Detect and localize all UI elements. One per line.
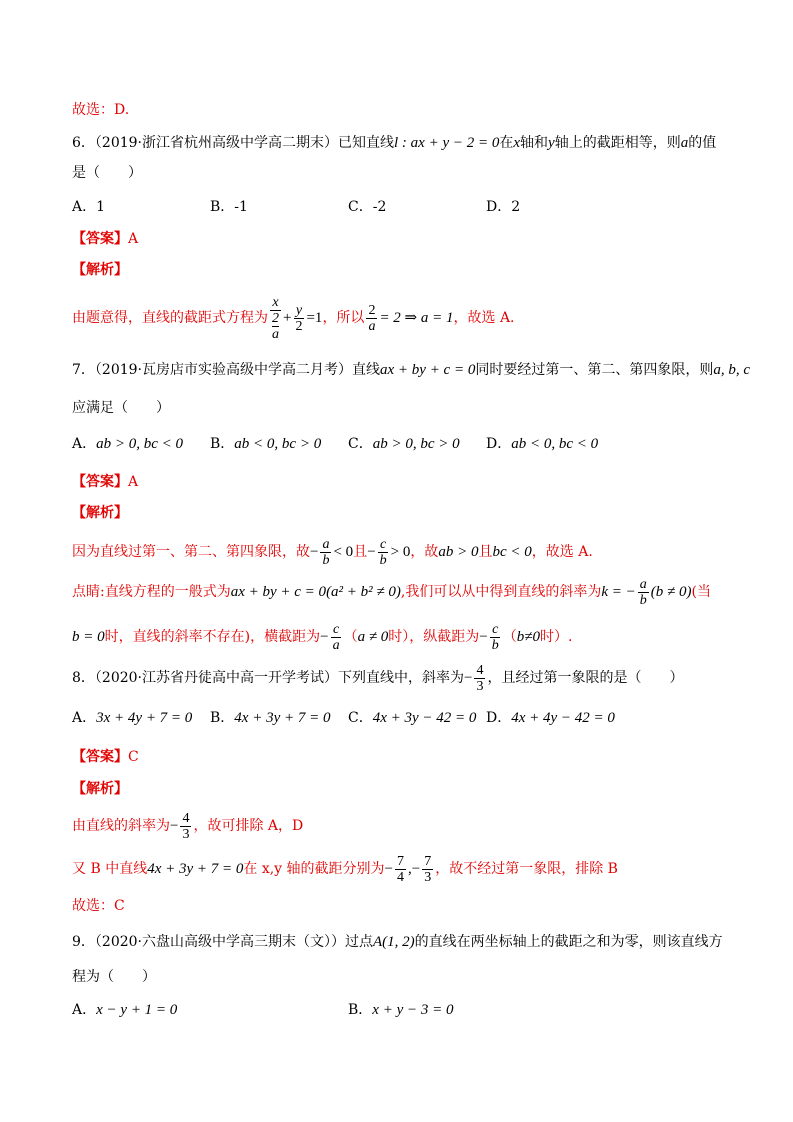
q9-stem-line2: 程为（ ） <box>72 969 156 985</box>
q6-option-b: B．-1 <box>210 199 248 215</box>
q8-fraction-7-3: $\frac{7}{3}$ <box>424 853 432 885</box>
q6-option-a: A．1 <box>72 199 106 215</box>
q8-solution-line2: 又 B 中直线 4x + 3y + 7 = 0 在 x,y 轴的截距分别为 − $\frac{7}{4}$ ,− $\frac{7}{3}$ ，故不经过第一象限，排除 B <box>72 853 618 885</box>
q7-stem-line2: 应满足（ ） <box>72 400 170 416</box>
q6-solution: 由题意得，直线的截距式方程为 x 2 a + $\frac{y}{2}$ =1 ，所以 $\frac{2}{a}$ = 2 ⇒ a = 1 ，故选 A. <box>72 294 515 342</box>
q8-option-a: A．3x + 4y + 7 = 0 <box>72 710 193 726</box>
q9-option-a: A．x − y + 1 = 0 <box>72 1002 178 1018</box>
q7-note-fraction-c-b: $\frac{c}{b}$ <box>491 621 499 653</box>
q6-fraction-2a: $\frac{2}{a}$ <box>368 302 376 334</box>
q7-note-fraction-a-b: $\frac{a}{b}$ <box>639 576 647 608</box>
q6-fraction-x: x 2 a <box>272 294 279 342</box>
q7-solution: 因为直线过第一、第二、第四象限，故 − $\frac{a}{b}$ < 0 且 − $\frac{c}{b}$ > 0 ，故 ab > 0 且 bc < 0 ，故选 A. <box>72 536 593 568</box>
q7-stem: 7．（2019·瓦房店市实验高级中学高二月考）直线ax + by + c = 0同时要经过第一、第二、第四象限，则a, b, c <box>72 362 751 378</box>
q9-stem: 9．（2020·六盘山高级中学高三期末（文））过点A(1, 2)的直线在两坐标轴上的截距之和为零，则该直线方 <box>72 934 723 950</box>
q6-option-c: C．-2 <box>348 199 387 215</box>
q6-fraction-y: $\frac{y}{2}$ <box>295 302 303 334</box>
q7-note-line2: b = 0 时，直线的斜率不存在)，横截距为 − $\frac{c}{a}$ （ a ≠ 0 时），纵截距为 − $\frac{c}{b}$ （ b≠0 时）. <box>72 621 573 653</box>
q8-option-d: D．4x + 4y − 42 = 0 <box>486 710 615 726</box>
q6-answer: 【答案】A <box>72 231 139 247</box>
q7-fraction-c-b: $\frac{c}{b}$ <box>379 536 387 568</box>
q7-option-b: B．ab < 0, bc > 0 <box>210 436 322 452</box>
q6-stem: 6．（2019·浙江省杭州高级中学高二期末）已知直线l : ax + y − 2 = 0在x轴和y轴上的截距相等，则a的值 <box>72 135 717 151</box>
q7-option-c: C．ab > 0, bc > 0 <box>348 436 460 452</box>
q7-answer: 【答案】A <box>72 474 139 490</box>
q6-analysis-label: 【解析】 <box>72 262 128 278</box>
q8-solution-line1: 由直线的斜率为 − $\frac{4}{3}$ ，故可排除 A，D <box>72 810 304 842</box>
q8-stem: 8．（2020·江苏省丹徒高中高一开学考试）下列直线中，斜率为 − $\frac{4}{3}$ ，且经过第一象限的是（ ） <box>72 662 684 694</box>
q8-answer: 【答案】C <box>72 749 139 765</box>
q8-sol-fraction-4-3: $\frac{4}{3}$ <box>182 810 190 842</box>
q8-fraction-4-3: $\frac{4}{3}$ <box>476 662 484 694</box>
q8-analysis-label: 【解析】 <box>72 781 128 797</box>
q8-conclusion: 故选：C <box>72 898 125 914</box>
q7-analysis-label: 【解析】 <box>72 505 128 521</box>
q7-fraction-a-b: $\frac{a}{b}$ <box>322 536 330 568</box>
q8-option-c: C．4x + 3y − 42 = 0 <box>348 710 477 726</box>
q7-option-a: A．ab > 0, bc < 0 <box>72 436 184 452</box>
q8-option-b: B．4x + 3y + 7 = 0 <box>210 710 331 726</box>
q7-option-d: D．ab < 0, bc < 0 <box>486 436 599 452</box>
q9-option-b: B．x + y − 3 = 0 <box>348 1002 454 1018</box>
q8-fraction-7-4: $\frac{7}{4}$ <box>397 853 405 885</box>
q6-option-d: D．2 <box>486 199 521 215</box>
q6-stem-line2: 是（ ） <box>72 165 142 181</box>
q7-note-line1: 点睛:直线方程的一般式为 ax + by + c = 0 (a² + b² ≠ 0) ,我们可以从中得到直线的斜率为 k = − $\frac{a}{b}$ (b ≠ 0) (当 <box>72 576 711 608</box>
q7-note-fraction-c-a: $\frac{c}{a}$ <box>332 621 340 653</box>
prev-conclusion: 故选：D. <box>72 102 130 118</box>
